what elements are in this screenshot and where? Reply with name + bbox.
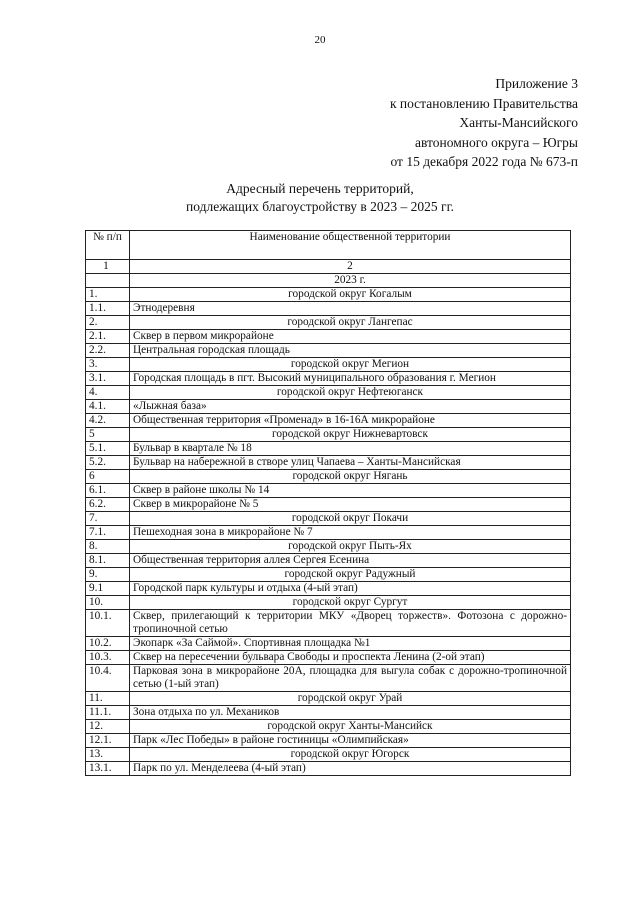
- page-number: 20: [314, 34, 326, 46]
- row-number: 11.: [86, 692, 130, 706]
- district-name: городской округ Лангепас: [130, 316, 571, 330]
- district-row: [86, 470, 571, 484]
- row-number: 4.1.: [86, 400, 130, 414]
- document-title-line: подлежащих благоустройству в 2023 – 2025 гг.: [186, 199, 454, 214]
- appendix-line: к постановлению Правительства: [389, 95, 578, 111]
- district-name: городской округ Когалым: [130, 288, 571, 302]
- row-number: 8.: [86, 540, 130, 554]
- territory-row: [86, 554, 571, 568]
- row-number: 1.1.: [86, 302, 130, 316]
- row-number: 9.: [86, 568, 130, 582]
- row-number: 10.2.: [86, 637, 130, 651]
- column-number-row: [86, 260, 571, 274]
- territory-row: [86, 637, 571, 651]
- district-name: городской округ Нефтеюганск: [130, 386, 571, 400]
- territory-row: [86, 610, 571, 637]
- district-name: городской округ Ханты-Мансийск: [130, 720, 571, 734]
- district-name: городской округ Нижневартовск: [130, 428, 571, 442]
- row-number: 2.: [86, 316, 130, 330]
- territory-name: Этнодеревня: [130, 302, 571, 316]
- row-number: 4.2.: [86, 414, 130, 428]
- document-title: [0, 180, 640, 216]
- territory-row: [86, 706, 571, 720]
- territories-table: [85, 230, 571, 776]
- territory-row: [86, 734, 571, 748]
- row-number: 6.1.: [86, 484, 130, 498]
- year-label: 2023 г.: [130, 274, 571, 288]
- district-row: [86, 386, 571, 400]
- row-number: 6: [86, 470, 130, 484]
- row-number: 13.: [86, 748, 130, 762]
- district-row: [86, 512, 571, 526]
- territory-row: [86, 526, 571, 540]
- row-number: 13.1.: [86, 762, 130, 776]
- territory-row: [86, 456, 571, 470]
- row-number: 12.: [86, 720, 130, 734]
- district-name: городской округ Мегион: [130, 358, 571, 372]
- territory-name: Сквер на пересечении бульвара Свободы и проспекта Ленина (2-ой этап): [130, 651, 571, 665]
- row-number: 5.1.: [86, 442, 130, 456]
- row-number: 10.: [86, 596, 130, 610]
- row-number: 10.1.: [86, 610, 130, 637]
- territory-name: Общественная территория аллея Сергея Есенина: [130, 554, 571, 568]
- row-number: 10.3.: [86, 651, 130, 665]
- header-number: № п/п: [86, 231, 130, 260]
- district-row: [86, 748, 571, 762]
- row-number: 6.2.: [86, 498, 130, 512]
- territory-row: [86, 762, 571, 776]
- year-row: [86, 274, 571, 288]
- territory-name: Сквер в микрорайоне № 5: [130, 498, 571, 512]
- district-name: городской округ Нягань: [130, 470, 571, 484]
- appendix-line: автономного округа – Югры: [415, 134, 578, 150]
- territory-row: [86, 344, 571, 358]
- district-name: городской округ Радужный: [130, 568, 571, 582]
- row-number: 5.2.: [86, 456, 130, 470]
- territory-row: [86, 498, 571, 512]
- territory-name: Бульвар на набережной в створе улиц Чапаева – Ханты-Мансийская: [130, 456, 571, 470]
- territory-name: Сквер, прилегающий к территории МКУ «Дворец торжеств». Фотозона с дорожно-тропиночной сетью: [130, 610, 571, 637]
- row-number: 10.4.: [86, 665, 130, 692]
- territory-name: Парк «Лес Победы» в районе гостиницы «Олимпийская»: [130, 734, 571, 748]
- territory-row: [86, 372, 571, 386]
- territory-row: [86, 582, 571, 596]
- territory-row: [86, 484, 571, 498]
- row-number: 2.2.: [86, 344, 130, 358]
- document-title-line: Адресный перечень территорий,: [226, 181, 414, 196]
- table-body: [86, 260, 571, 776]
- appendix-line: Ханты-Мансийского: [459, 115, 578, 130]
- year-empty-cell: [86, 274, 130, 288]
- district-name: городской округ Сургут: [130, 596, 571, 610]
- row-number: 4.: [86, 386, 130, 400]
- territory-row: [86, 665, 571, 692]
- row-number: 12.1.: [86, 734, 130, 748]
- territory-name: Городская площадь в пгт. Высокий муниципального образования г. Мегион: [130, 372, 571, 386]
- territory-row: [86, 651, 571, 665]
- territory-name: Сквер в первом микрорайоне: [130, 330, 571, 344]
- territory-name: Бульвар в квартале № 18: [130, 442, 571, 456]
- appendix-line: Приложение 3: [495, 76, 578, 91]
- territory-name: Парк по ул. Менделеева (4-ый этап): [130, 762, 571, 776]
- row-number: 9.1: [86, 582, 130, 596]
- territory-row: [86, 330, 571, 344]
- row-number: 5: [86, 428, 130, 442]
- territory-row: [86, 414, 571, 428]
- territory-name: Центральная городская площадь: [130, 344, 571, 358]
- row-number: 3.1.: [86, 372, 130, 386]
- district-row: [86, 720, 571, 734]
- district-name: городской округ Урай: [130, 692, 571, 706]
- district-name: городской округ Покачи: [130, 512, 571, 526]
- territory-name: Сквер в районе школы № 14: [130, 484, 571, 498]
- district-row: [86, 568, 571, 582]
- territory-name: «Лыжная база»: [130, 400, 571, 414]
- territory-name: Городской парк культуры и отдыха (4-ый этап): [130, 582, 571, 596]
- territory-name: Парковая зона в микрорайоне 20А, площадка для выгула собак с дорожно-тропиночной сетью (1-ый этап): [130, 665, 571, 692]
- column-number: 1: [86, 260, 130, 274]
- row-number: 1.: [86, 288, 130, 302]
- territory-name: Общественная территория «Променад» в 16-16А микрорайоне: [130, 414, 571, 428]
- row-number: 11.1.: [86, 706, 130, 720]
- column-number: 2: [130, 260, 571, 274]
- district-row: [86, 596, 571, 610]
- territory-row: [86, 442, 571, 456]
- row-number: 3.: [86, 358, 130, 372]
- header-name: Наименование общественной территории: [130, 231, 571, 260]
- territory-row: [86, 400, 571, 414]
- row-number: 8.1.: [86, 554, 130, 568]
- territory-row: [86, 302, 571, 316]
- district-row: [86, 540, 571, 554]
- district-row: [86, 316, 571, 330]
- row-number: 7.: [86, 512, 130, 526]
- table-header-row: [86, 231, 571, 260]
- territory-name: Экопарк «За Саймой». Спортивная площадка №1: [130, 637, 571, 651]
- district-row: [86, 358, 571, 372]
- territory-name: Пешеходная зона в микрорайоне № 7: [130, 526, 571, 540]
- row-number: 7.1.: [86, 526, 130, 540]
- district-name: городской округ Пыть-Ях: [130, 540, 571, 554]
- territory-name: Зона отдыха по ул. Механиков: [130, 706, 571, 720]
- district-row: [86, 288, 571, 302]
- row-number: 2.1.: [86, 330, 130, 344]
- district-row: [86, 692, 571, 706]
- district-name: городской округ Югорск: [130, 748, 571, 762]
- district-row: [86, 428, 571, 442]
- appendix-line: от 15 декабря 2022 года № 673-п: [390, 154, 578, 169]
- appendix-block: [390, 74, 578, 172]
